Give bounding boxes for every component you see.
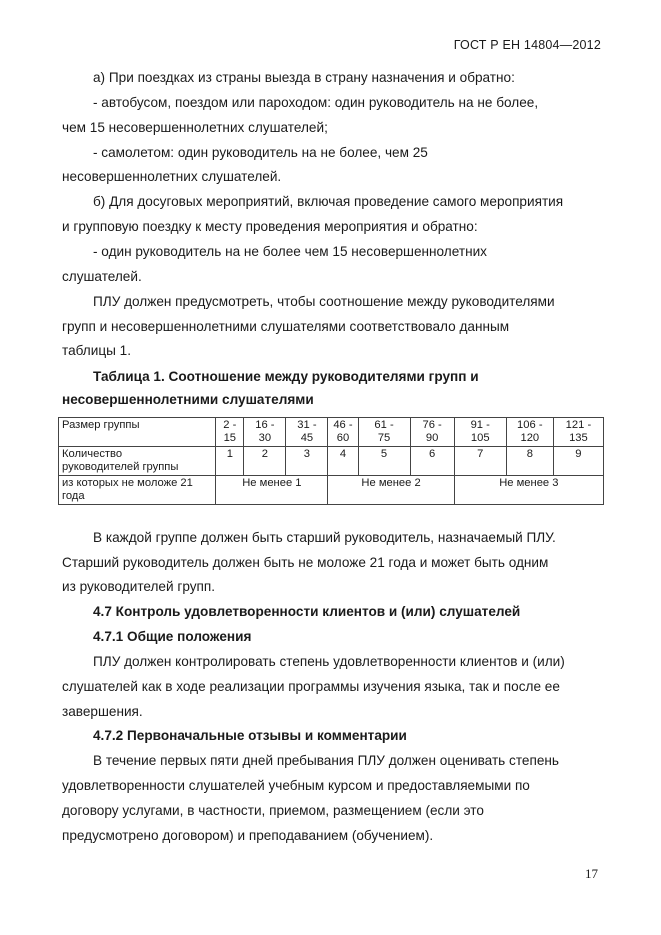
- paragraph-line: а) При поездках из страны выезда в страну назначения и обратно:: [93, 70, 515, 85]
- paragraph-line: завершения.: [62, 704, 143, 719]
- size-cell: 76 - 90: [410, 418, 454, 447]
- paragraph-line: таблицы 1.: [62, 343, 132, 358]
- size-cell: 91 - 105: [454, 418, 506, 447]
- table-caption: Таблица 1. Соотношение между руководителями групп и: [93, 369, 479, 384]
- paragraph-line: договору услугами, в частности, приемом, размещением (если это: [62, 803, 484, 818]
- count-cell: 3: [286, 447, 328, 476]
- paragraph-line: удовлетворенности слушателей учебным курсом и предоставляемыми по: [62, 778, 530, 793]
- size-cell: 61 - 75: [358, 418, 410, 447]
- paragraph-line: ПЛУ должен предусмотреть, чтобы соотношение между руководителями: [93, 294, 555, 309]
- document-code: ГОСТ Р ЕН 14804—2012: [453, 38, 601, 52]
- page-number: 17: [585, 866, 598, 881]
- table-row: [59, 447, 604, 476]
- table-caption: несовершеннолетними слушателями: [62, 392, 314, 407]
- size-cell: 2 - 15: [216, 418, 244, 447]
- size-cell: 16 - 30: [244, 418, 286, 447]
- paragraph-line: - один руководитель на не более чем 15 несовершеннолетних: [93, 244, 487, 259]
- row-label: Размер группы: [59, 418, 216, 447]
- paragraph-line: из руководителей групп.: [62, 579, 216, 594]
- paragraph-line: В каждой группе должен быть старший руководитель, назначаемый ПЛУ.: [93, 530, 556, 545]
- size-cell: 46 - 60: [328, 418, 358, 447]
- size-cell: 31 - 45: [286, 418, 328, 447]
- count-cell: 5: [358, 447, 410, 476]
- size-cell: 121 - 135: [553, 418, 603, 447]
- size-cell: 106 - 120: [506, 418, 553, 447]
- paragraph-line: ПЛУ должен контролировать степень удовлетворенности клиентов и (или): [93, 654, 565, 669]
- section-heading: 4.7 Контроль удовлетворенности клиентов и (или) слушателей: [93, 604, 521, 619]
- paragraph-line: В течение первых пяти дней пребывания ПЛУ должен оценивать степень: [93, 753, 559, 768]
- count-cell: 1: [216, 447, 244, 476]
- paragraph-line: - самолетом: один руководитель на не более, чем 25: [93, 145, 428, 160]
- paragraph-line: и групповую поездку к месту проведения мероприятия и обратно:: [62, 219, 478, 234]
- subsection-heading: 4.7.2 Первоначальные отзывы и комментарии: [93, 728, 407, 743]
- paragraph-line: - автобусом, поездом или пароходом: один руководитель на не более,: [93, 95, 539, 110]
- count-cell: 2: [244, 447, 286, 476]
- paragraph-line: групп и несовершеннолетними слушателями соответствовало данным: [62, 319, 510, 334]
- paragraph-line: слушателей.: [62, 269, 142, 284]
- count-cell: 4: [328, 447, 358, 476]
- table-row: [59, 476, 604, 505]
- paragraph-line: слушателей как в ходе реализации программы изучения языка, так и после ее: [62, 679, 560, 694]
- count-cell: 9: [553, 447, 603, 476]
- min-leaders-cell: Не менее 1: [216, 476, 328, 505]
- leaders-ratio-table: [58, 417, 604, 505]
- table-row: [59, 418, 604, 447]
- paragraph-line: б) Для досуговых мероприятий, включая проведение самого мероприятия: [93, 194, 564, 209]
- paragraph-line: несовершеннолетних слушателей.: [62, 169, 282, 184]
- count-cell: 8: [506, 447, 553, 476]
- count-cell: 6: [410, 447, 454, 476]
- row-label: Количество руководителей группы: [59, 447, 216, 476]
- min-leaders-cell: Не менее 3: [454, 476, 603, 505]
- paragraph-line: предусмотрено договором) и преподаванием (обучением).: [62, 828, 434, 843]
- row-label: из которых не моложе 21 года: [59, 476, 216, 505]
- paragraph-line: чем 15 несовершеннолетних слушателей;: [62, 120, 328, 135]
- count-cell: 7: [454, 447, 506, 476]
- min-leaders-cell: Не менее 2: [328, 476, 454, 505]
- paragraph-line: Старший руководитель должен быть не моложе 21 года и может быть одним: [62, 555, 549, 570]
- subsection-heading: 4.7.1 Общие положения: [93, 629, 252, 644]
